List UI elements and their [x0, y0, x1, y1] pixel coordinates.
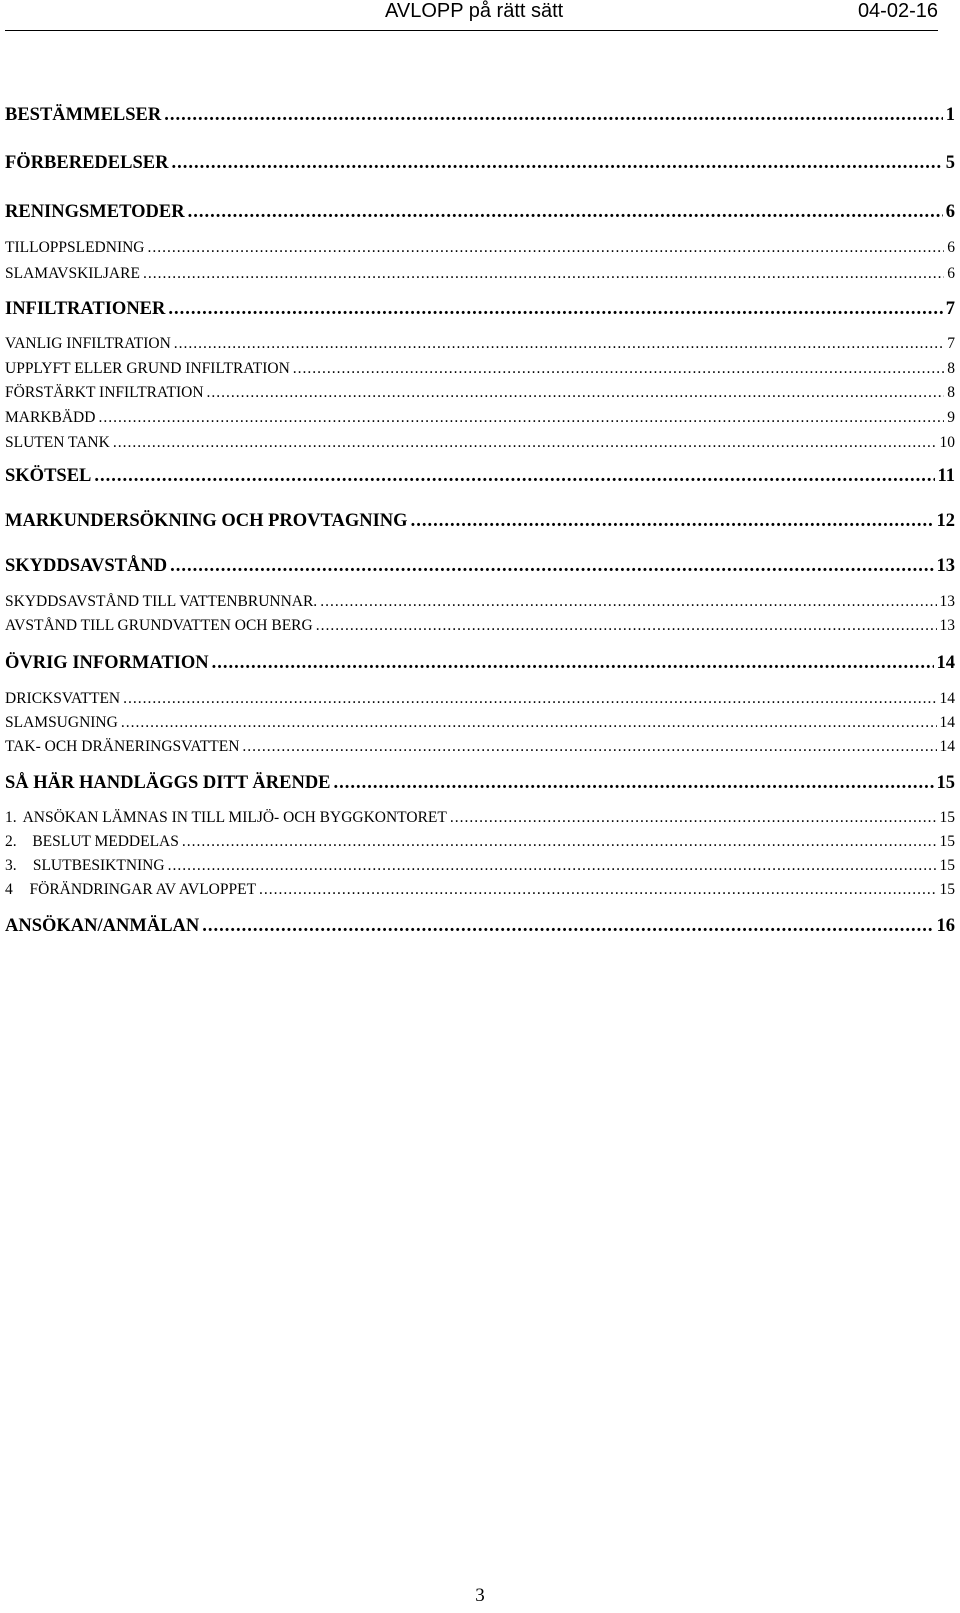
- toc-dot-leader: [293, 360, 944, 378]
- toc-entry-label: TILLOPPSLEDNING: [5, 239, 145, 256]
- toc-entry-label: SLUTBESIKTNING: [32, 857, 165, 874]
- toc-entry-label: SKÖTSEL: [5, 466, 92, 486]
- toc-subentry[interactable]: [5, 833, 955, 853]
- toc-dot-leader: [94, 466, 934, 487]
- toc-subentry[interactable]: [5, 593, 955, 613]
- toc-dot-leader: [143, 265, 944, 283]
- toc-dot-leader: [320, 593, 936, 611]
- toc-entry-label: SKYDDSAVSTÅND: [5, 556, 168, 576]
- toc-entry-label: DRICKSVATTEN: [5, 690, 121, 707]
- toc-heading-entry[interactable]: [5, 202, 955, 226]
- toc-entry-page: 7: [947, 335, 955, 352]
- toc-entry-page: 15: [939, 809, 955, 826]
- toc-heading-entry[interactable]: [5, 299, 955, 323]
- toc-subentry[interactable]: [5, 409, 955, 429]
- toc-entry-page: 6: [945, 202, 955, 222]
- document-title: AVLOPP på rätt sätt: [385, 0, 564, 22]
- toc-dot-leader: [182, 833, 937, 851]
- toc-dot-leader: [334, 773, 934, 794]
- toc-dot-leader: [170, 556, 933, 577]
- toc-dot-leader: [113, 434, 937, 452]
- toc-subentry[interactable]: [5, 617, 955, 637]
- toc-subentry[interactable]: [5, 738, 955, 758]
- toc-dot-leader: [188, 202, 943, 223]
- toc-dot-leader: [207, 384, 945, 402]
- toc-subentry[interactable]: [5, 857, 955, 877]
- toc-dot-leader: [123, 690, 936, 708]
- toc-heading-entry[interactable]: [5, 511, 955, 535]
- toc-dot-leader: [316, 617, 937, 635]
- toc-entry-page: 11: [937, 466, 955, 486]
- toc-heading-entry[interactable]: [5, 105, 955, 129]
- toc-dot-leader: [148, 239, 945, 257]
- document-date: 04-02-16: [857, 0, 938, 22]
- toc-entry-page: 6: [947, 265, 955, 282]
- toc-subentry[interactable]: [5, 360, 955, 380]
- toc-entry-page: 9: [947, 409, 955, 426]
- toc-subentry[interactable]: [5, 265, 955, 285]
- toc-entry-label: ANSÖKAN LÄMNAS IN TILL MILJÖ- OCH BYGGKONTORET: [22, 809, 447, 826]
- toc-entry-label: FÖRÄNDRINGAR AV AVLOPPET: [29, 881, 257, 898]
- page-header: [0, 0, 960, 36]
- toc-heading-entry[interactable]: [5, 556, 955, 580]
- toc-entry-label: INFILTRATIONER: [5, 299, 166, 319]
- toc-subentry[interactable]: [5, 690, 955, 710]
- toc-heading-entry[interactable]: [5, 153, 955, 177]
- toc-entry-label: BESTÄMMELSER: [5, 105, 162, 125]
- toc-heading-entry[interactable]: [5, 916, 955, 940]
- toc-entry-label: MARKUNDERSÖKNING OCH PROVTAGNING: [5, 511, 408, 531]
- toc-dot-leader: [450, 809, 937, 827]
- toc-entry-page: 15: [939, 833, 955, 850]
- toc-entry-page: 10: [939, 434, 955, 451]
- page-number: 3: [475, 1585, 485, 1606]
- toc-dot-leader: [212, 653, 934, 674]
- toc-dot-leader: [171, 153, 942, 174]
- toc-entry-page: 16: [936, 916, 955, 936]
- toc-heading-entry[interactable]: [5, 653, 955, 677]
- toc-subentry[interactable]: [5, 239, 955, 259]
- toc-entry-page: 14: [939, 690, 955, 707]
- toc-dot-leader: [164, 105, 942, 126]
- toc-entry-page: 15: [939, 881, 955, 898]
- toc-dot-leader: [259, 881, 936, 899]
- toc-heading-entry[interactable]: [5, 466, 955, 490]
- toc-dot-leader: [98, 409, 944, 427]
- toc-entry-label: MARKBÄDD: [5, 409, 96, 426]
- toc-subentry[interactable]: [5, 335, 955, 355]
- toc-heading-entry[interactable]: [5, 773, 955, 797]
- toc-entry-label: VANLIG INFILTRATION: [5, 335, 171, 352]
- toc-entry-label: SLAMAVSKILJARE: [5, 265, 140, 282]
- toc-entry-label: SÅ HÄR HANDLÄGGS DITT ÄRENDE: [5, 773, 331, 793]
- toc-subentry[interactable]: [5, 881, 955, 901]
- header-rule: [5, 30, 938, 31]
- toc-entry-number: 1.: [5, 809, 17, 826]
- toc-entry-label: ANSÖKAN/ANMÄLAN: [5, 916, 200, 936]
- toc-subentry[interactable]: [5, 434, 955, 454]
- toc-entry-label: ÖVRIG INFORMATION: [5, 653, 209, 673]
- toc-entry-page: 8: [947, 384, 955, 401]
- toc-entry-page: 13: [939, 617, 955, 634]
- toc-entry-label: SKYDDSAVSTÅND TILL VATTENBRUNNAR.: [5, 593, 318, 610]
- toc-entry-label: TAK- OCH DRÄNERINGSVATTEN: [5, 738, 240, 755]
- toc-entry-label: RENINGSMETODER: [5, 202, 185, 222]
- toc-entry-page: 13: [936, 556, 955, 576]
- toc-entry-page: 1: [945, 105, 955, 125]
- toc-dot-leader: [411, 511, 934, 532]
- toc-dot-leader: [202, 916, 933, 937]
- toc-entry-page: 14: [939, 738, 955, 755]
- toc-entry-page: 15: [936, 773, 955, 793]
- toc-entry-number: 2.: [5, 833, 17, 850]
- toc-entry-page: 8: [947, 360, 955, 377]
- toc-dot-leader: [121, 714, 937, 732]
- toc-subentry[interactable]: [5, 809, 955, 829]
- toc-entry-page: 12: [936, 511, 955, 531]
- toc-entry-label: BESLUT MEDDELAS: [32, 833, 179, 850]
- toc-entry-number: 4: [5, 881, 13, 898]
- toc-entry-page: 15: [939, 857, 955, 874]
- toc-entry-page: 13: [939, 593, 955, 610]
- toc-entry-page: 5: [945, 153, 955, 173]
- toc-entry-label: SLAMSUGNING: [5, 714, 118, 731]
- toc-entry-label: AVSTÅND TILL GRUNDVATTEN OCH BERG: [5, 617, 313, 634]
- toc-entry-page: 7: [945, 299, 955, 319]
- toc-dot-leader: [168, 299, 942, 320]
- toc-dot-leader: [168, 857, 937, 875]
- toc-entry-label: UPPLYFT ELLER GRUND INFILTRATION: [5, 360, 290, 377]
- toc-entry-label: FÖRBEREDELSER: [5, 153, 169, 173]
- toc-entry-label: SLUTEN TANK: [5, 434, 110, 451]
- toc-subentry[interactable]: [5, 714, 955, 734]
- toc-dot-leader: [242, 738, 936, 756]
- toc-dot-leader: [174, 335, 944, 353]
- toc-entry-page: 14: [936, 653, 955, 673]
- toc-entry-page: 6: [947, 239, 955, 256]
- toc-subentry[interactable]: [5, 384, 955, 404]
- toc-entry-page: 14: [939, 714, 955, 731]
- toc-entry-number: 3.: [5, 857, 17, 874]
- toc-entry-label: FÖRSTÄRKT INFILTRATION: [5, 384, 204, 401]
